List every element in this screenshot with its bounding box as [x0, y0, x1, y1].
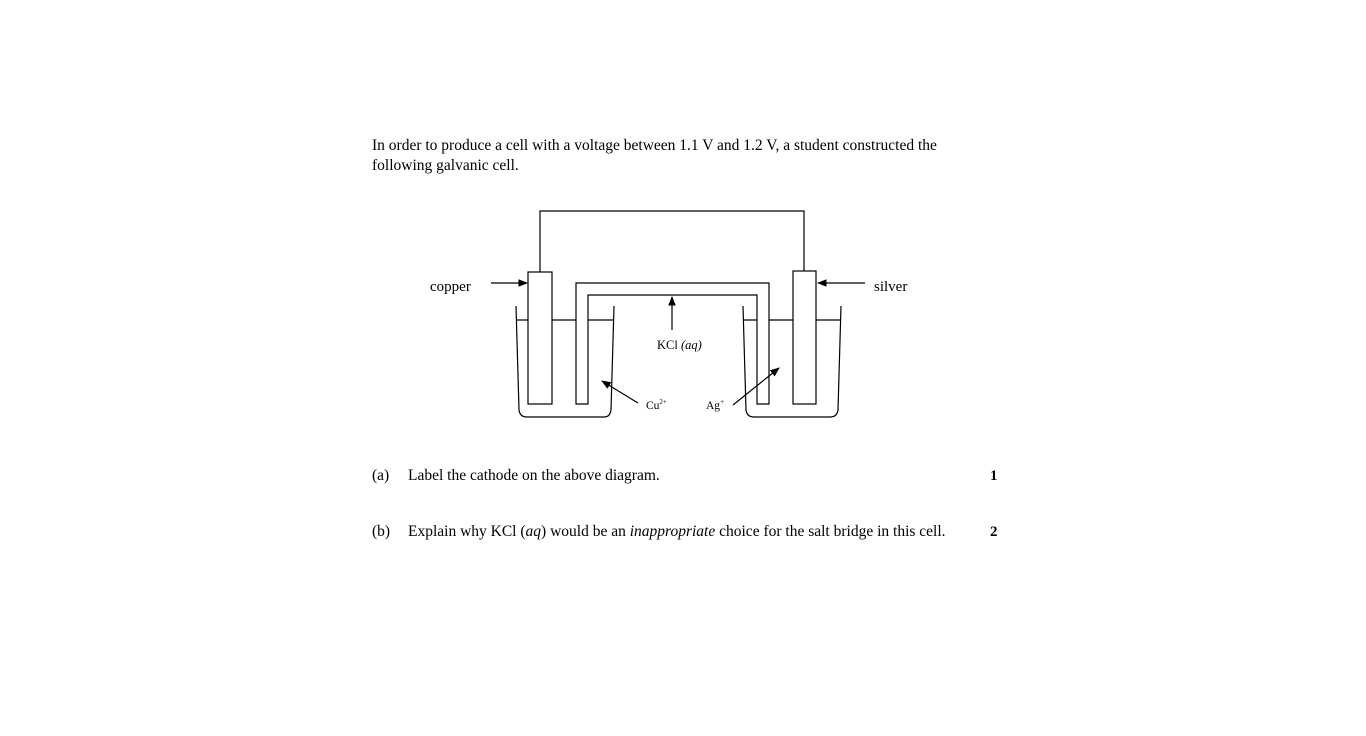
question-a-text: Label the cathode on the above diagram. — [408, 467, 660, 484]
external-wire — [540, 211, 804, 272]
question-b-mark: 2 — [990, 524, 998, 540]
copper-electrode — [528, 272, 552, 404]
cu-ion-arrow — [602, 381, 638, 403]
ag-ion-arrow — [733, 368, 779, 405]
question-a-label: (a) — [372, 467, 390, 484]
intro-line-1: In order to produce a cell with a voltage between 1.1 V and 1.2 V, a student constructed the — [372, 137, 937, 154]
question-b-text: Explain why KCl (aq) would be an inappropriate choice for the salt bridge in this cell. — [408, 523, 946, 540]
silver-label: silver — [874, 279, 908, 295]
kcl-label: KCl (aq) — [657, 338, 702, 352]
cu-ion-label: $Cu^{2+}$ — [646, 398, 667, 412]
ag-ion-label: Ag+ — [706, 398, 725, 412]
intro-line-2: following galvanic cell. — [372, 157, 519, 174]
copper-label: copper — [430, 279, 471, 295]
silver-electrode — [793, 271, 816, 404]
question-b-label: (b) — [372, 523, 391, 540]
question-a-mark: 1 — [990, 468, 998, 484]
